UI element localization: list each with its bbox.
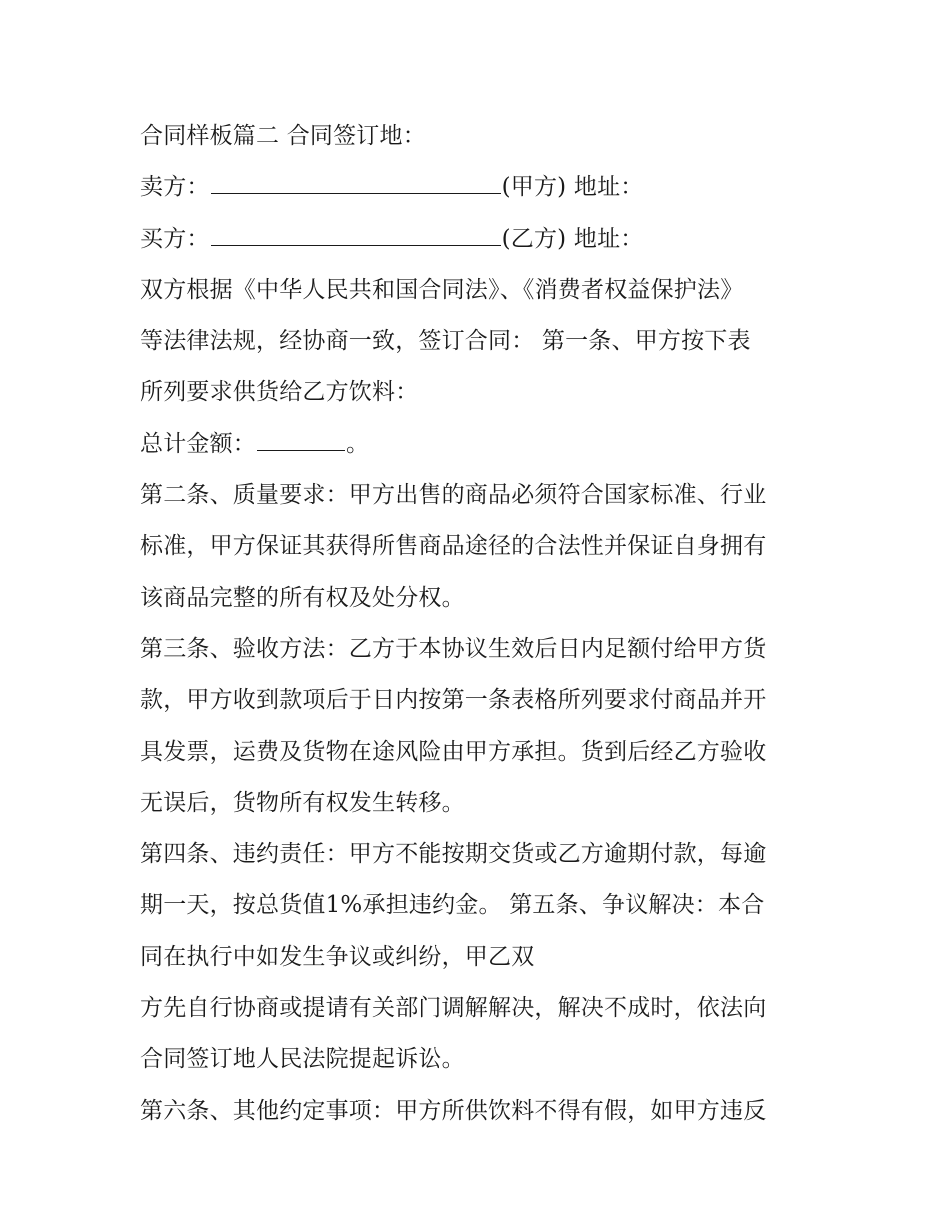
seller-party: (甲方) 地址： — [501, 174, 644, 201]
clause-line: 期一天，按总货值1%承担违约金。 第五条、争议解决：本合 — [140, 892, 765, 919]
clause-line: 标准，甲方保证其获得所售商品途径的合法性并保证自身拥有 — [140, 533, 767, 560]
clause-line: 该商品完整的所有权及处分权。 — [140, 584, 465, 611]
clause-line: 具发票，运费及货物在途风险由甲方承担。货到后经乙方验收 — [140, 738, 767, 765]
buyer-label: 买方： — [140, 225, 210, 252]
total-suffix: 。 — [346, 430, 370, 457]
seller-line — [140, 162, 820, 213]
seller-blank — [211, 171, 501, 194]
text-line: 所列要求供货给乙方饮料： — [140, 379, 419, 406]
title-line: 合同样板篇二 合同签订地： — [140, 123, 426, 149]
total-amount-line — [140, 419, 820, 470]
document-body — [140, 111, 820, 1137]
clause-line: 款，甲方收到款项后于日内按第一条表格所列要求付商品并开 — [140, 687, 767, 714]
buyer-line — [140, 214, 820, 265]
clause-line: 无误后，货物所有权发生转移。 — [140, 789, 465, 816]
clause-line: 第四条、违约责任：甲方不能按期交货或乙方逾期付款，每逾 — [140, 841, 767, 868]
seller-label: 卖方： — [140, 174, 210, 201]
text-line: 等法律法规，经协商一致，签订合同： 第一条、甲方按下表 — [140, 328, 751, 355]
total-blank — [257, 428, 345, 451]
total-label: 总计金额： — [140, 430, 256, 457]
clause-line: 方先自行协商或提请有关部门调解解决，解决不成时，依法向 — [140, 995, 767, 1022]
buyer-blank — [211, 223, 501, 246]
clause-line: 同在执行中如发生争议或纠纷，甲乙双 — [140, 943, 535, 970]
clause-line: 第二条、质量要求：甲方出售的商品必须符合国家标准、行业 — [140, 482, 767, 509]
buyer-party: (乙方) 地址： — [501, 225, 644, 252]
text-line: 双方根据《中华人民共和国合同法》、《消费者权益保护法》 — [140, 276, 744, 303]
clause-line: 第六条、其他约定事项：甲方所供饮料不得有假，如甲方违反 — [140, 1097, 767, 1124]
clause-line: 合同签订地人民法院提起诉讼。 — [140, 1046, 465, 1073]
clause-line: 第三条、验收方法：乙方于本协议生效后日内足额付给甲方货 — [140, 635, 767, 662]
